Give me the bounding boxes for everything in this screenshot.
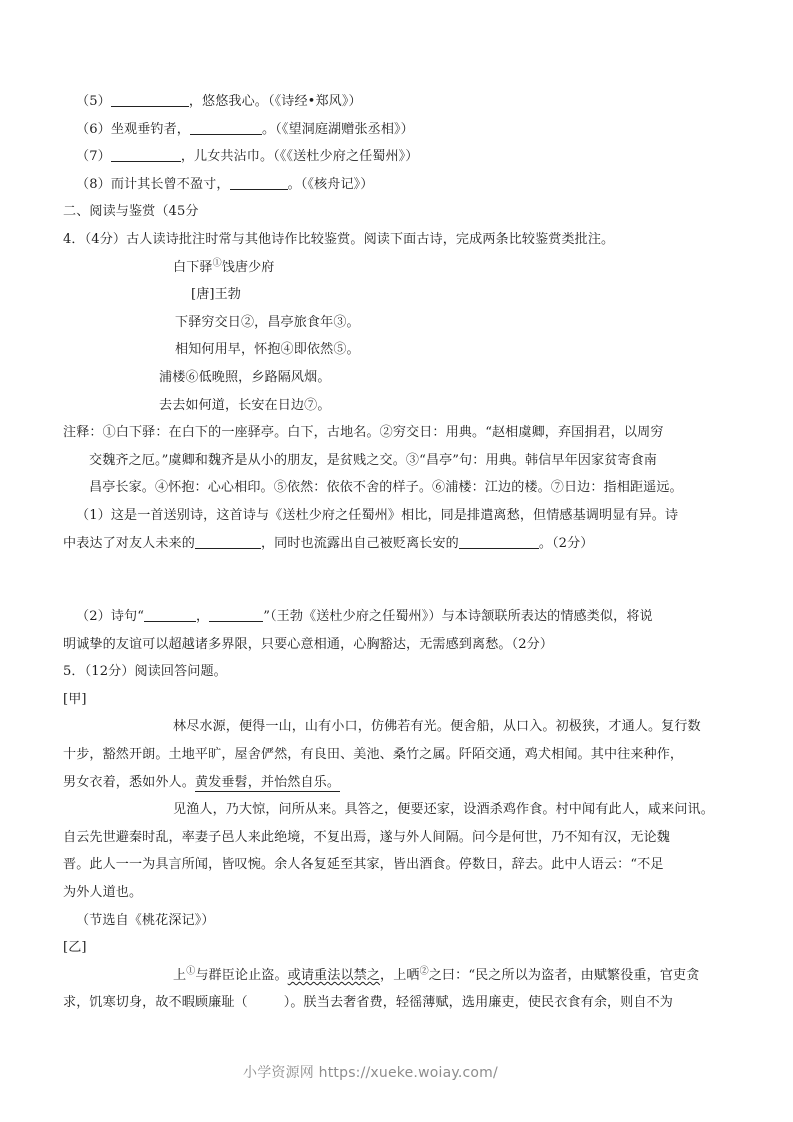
fill-blank-number-6: （6） <box>76 121 111 137</box>
poem-line-4: 去去如何道，长安在日边⑦。 <box>159 397 331 413</box>
passage-b-text-c: ，上哂 <box>380 967 420 983</box>
question-4-sub-1-line-2 <box>63 530 735 558</box>
poem-notes-line-2: 交魏齐之厄。”虞卿和魏齐是从小的朋友，是贫贱之交。③“昌亭”句：用典。韩信早年因家贫寄食南 <box>89 452 657 468</box>
fill-blank-text-5: ，悠悠我心。（《诗经•郑风》） <box>188 94 362 109</box>
question-4-sub-1-line-1: （1）这是一首送别诗，这首诗与《送杜少府之任蜀州》相比，同是排遣离愁，但情感基调明显有异。诗 <box>76 507 679 523</box>
passage-b-line-2-a: 求，饥寒切身，故不暇顾廉耻（ <box>63 995 248 1011</box>
answer-blank-q4-2-b[interactable] <box>209 608 263 622</box>
passage-b-label: [乙] <box>63 940 87 956</box>
fill-blank-prefix-6: 坐观垂钓者， <box>110 121 190 137</box>
poem-notes-line-1: 注释：①白下驿：在白下的一座驿亭。白下，古地名。②穷交日：用典。“赵相虞卿，弃国捐君，以周穷 <box>63 425 664 441</box>
passage-b-line-1 <box>63 962 735 990</box>
question-4-sub-2-line-2: 明诚挚的友谊可以超越诸多界限，只要心意相通，心胸豁达，无需感到离愁。（2分） <box>63 636 554 652</box>
site-watermark: 小学资源网 https://xueke.woiay.com/ <box>243 1065 498 1081</box>
section-heading-two: 二、阅读与鉴赏（45分 <box>63 204 199 220</box>
poem-line-3: 浦楼⑥低晚照，乡路隔风烟。 <box>159 369 331 385</box>
passage-a-line-3-text: 男女衣着，悉如外人。 <box>63 774 195 790</box>
poem-title-main: 白下驿 <box>173 259 213 275</box>
passage-b-note-marker-2: ② <box>419 966 429 977</box>
passage-b-text-b: 与群臣论止盗。 <box>195 967 288 983</box>
poem-title <box>63 254 735 282</box>
sub1-text-b: ，同时也流露出自己被贬离长安的 <box>260 535 459 551</box>
fill-blank-item-8 <box>63 171 735 199</box>
fill-blank-item-7 <box>63 143 735 171</box>
fill-blank-item-6 <box>63 116 735 144</box>
answer-blank-7[interactable] <box>111 148 181 162</box>
passage-a-source: （节选自《桃花深记》） <box>76 912 215 928</box>
answer-blank-passage-b[interactable] <box>248 995 284 1008</box>
passage-b-note-marker-1: ① <box>186 966 196 977</box>
question-4-sub-2-line-1 <box>63 603 735 631</box>
poem-line-2: 相知何用早，怀抱④即依然⑤。 <box>175 342 360 358</box>
fill-blank-number-5: （5） <box>76 94 111 109</box>
passage-a-line-3 <box>63 769 735 797</box>
passage-a-label: [甲] <box>63 691 87 707</box>
sub2-text-c: ”（王勃《送杜少府之任蜀州》）与本诗颔联所表达的情感类似，将说 <box>263 609 653 625</box>
fill-blank-item-5 <box>63 88 735 116</box>
poem-line-1: 下驿穷交日②，昌亭旅食年③。 <box>175 314 360 330</box>
passage-a-line-1: 林尽水源，便得一山，山有小口，仿佛若有光。便舍船，从口入。初极狭，才通人。复行数 <box>173 719 701 735</box>
passage-a-underlined-phrase: 黄发垂髫，并怡然自乐。 <box>194 774 341 790</box>
question-5-stem: 5．（12分）阅读回答问题。 <box>63 664 227 680</box>
passage-a-line-7: 为外人道也。 <box>63 885 143 901</box>
passage-b-text-d: 之曰：“民之所以为盗者，由赋繁役重，官吏贪 <box>428 967 700 983</box>
passage-b-line-2-b: ）。朕当去奢省费，轻徭薄赋，选用廉吏，使民衣食有余，则自不为 <box>283 995 673 1011</box>
fill-blank-text-7: ，儿女共沾巾。（《《送杜少府之任蜀州》） <box>180 149 419 165</box>
answer-blank-q4-1-b[interactable] <box>459 535 539 549</box>
poem-title-rest: 饯唐少府 <box>221 259 275 275</box>
sub2-text-a: （2）诗句“ <box>76 609 144 625</box>
passage-a-line-5: 自云先世避秦时乱，率妻子邑人来此绝境，不复出焉，遂与外人间隔。问今是何世，乃不知有汉，无论魏 <box>63 829 670 845</box>
answer-blank-q4-1-a[interactable] <box>195 535 261 549</box>
sub2-text-b: ， <box>196 609 210 625</box>
answer-space-q4-1 <box>63 557 735 603</box>
answer-blank-5[interactable] <box>111 93 189 107</box>
answer-blank-6[interactable] <box>190 121 262 135</box>
sub1-text-c: 。（2分） <box>538 535 594 551</box>
page-content <box>63 88 735 1017</box>
passage-a-line-4: 见渔人，乃大惊，问所从来。具答之，便要还家，设酒杀鸡作食。村中闻有此人，咸来问讯。 <box>173 802 714 818</box>
passage-b-line-2 <box>63 989 735 1017</box>
passage-b-wavy-phrase: 或请重法以禁之 <box>287 967 381 983</box>
fill-blank-number-8: （8） <box>76 176 111 192</box>
sub1-text-a: 中表达了对友人未来的 <box>63 535 195 551</box>
poem-author: [唐]王勃 <box>191 287 241 303</box>
question-4-stem: 4．（4分）古人读诗批注时常与其他诗作比较鉴赏。阅读下面古诗，完成两条比较鉴赏类批注。 <box>63 231 615 247</box>
poem-notes-line-3: 昌亭长家。④怀抱：心心相印。⑤依然：依依不舍的样子。⑥浦楼：江边的楼。⑦日边：指相距遥远。 <box>89 480 683 496</box>
fill-blank-prefix-8: 而计其长曾不盈寸， <box>110 176 230 192</box>
answer-blank-8[interactable] <box>230 176 288 190</box>
fill-blank-text-8: 。（《核舟记》） <box>287 176 374 192</box>
poem-title-note-marker: ① <box>212 258 222 269</box>
fill-blank-number-7: （7） <box>76 149 111 165</box>
passage-b-text-a: 上 <box>173 967 187 983</box>
fill-blank-text-6: 。（《望洞庭湖赠张丞相》） <box>262 121 414 137</box>
passage-a-line-2: 十步，豁然开朗。土地平旷，屋舍俨然，有良田、美池、桑竹之属。阡陌交通，鸡犬相闻。其中往来种作， <box>63 747 684 763</box>
answer-blank-q4-2-a[interactable] <box>144 608 196 622</box>
passage-a-line-6: 晋。此人一一为具言所闻，皆叹惋。余人各复延至其家，皆出酒食。停数日，辞去。此中人语云：“不足 <box>63 857 664 873</box>
